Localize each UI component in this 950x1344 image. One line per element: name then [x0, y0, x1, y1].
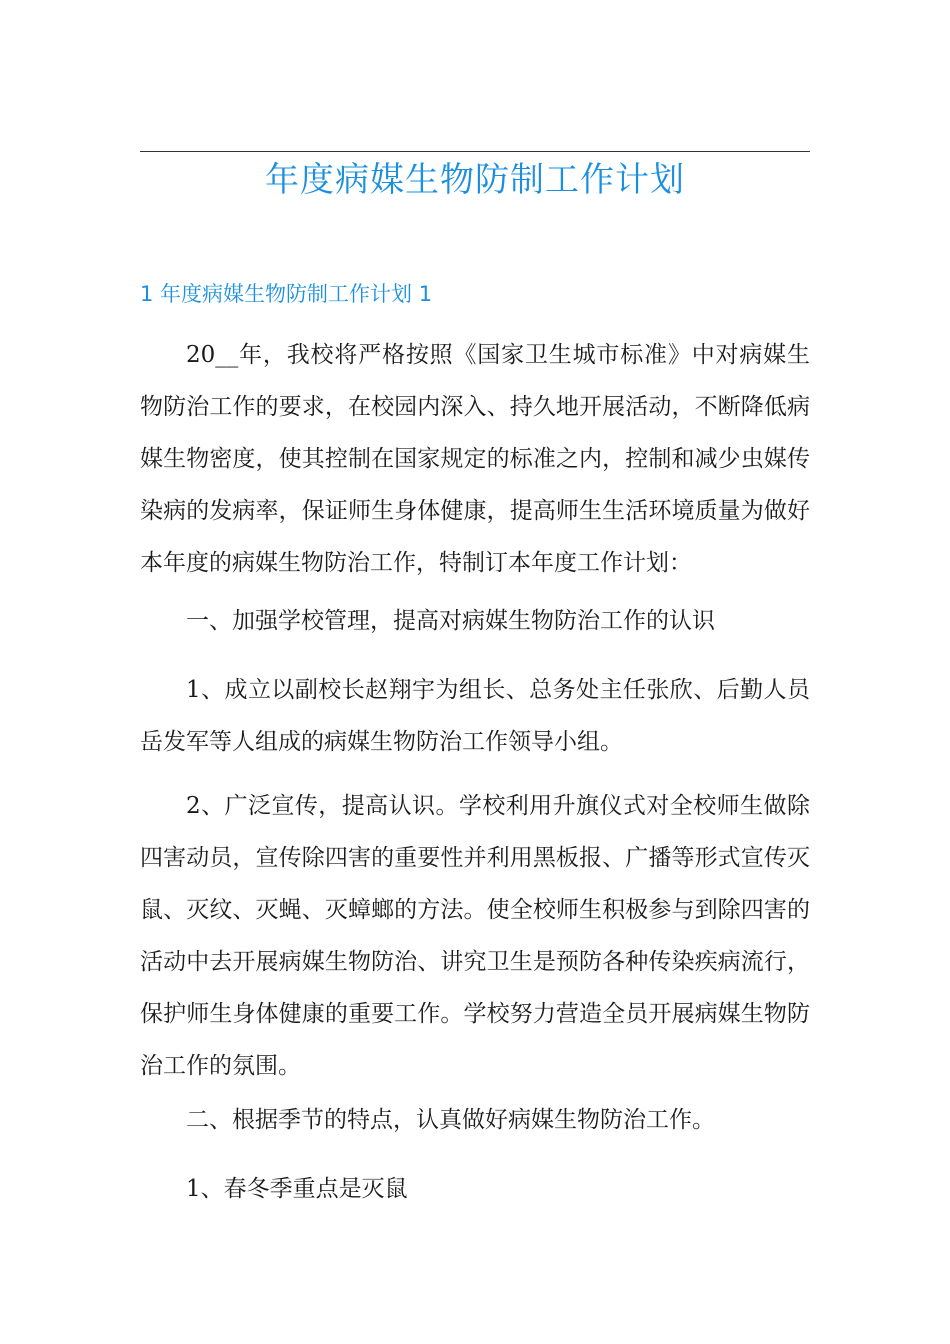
paragraph-part-one-heading: 一、加强学校管理，提高对病媒生物防治工作的认识: [186, 608, 715, 634]
document-title: 年度病媒生物防制工作计划: [265, 160, 685, 200]
paragraph-item-2: 2、广泛宣传，提高认识。学校利用升旗仪式对全校师生做除四害动员，宣传除四害的重要性并利用黑板报、广播等形式宣传灭鼠、灭纹、灭蝇、灭蟑螂的方法。使全校师生积极参与到除四害的活动中去开展病媒生物防治、讲究卫生是预防各种传染疾病流行，保护师生身体健康的重要工作。学校努力营造全员开展病媒生物防治工作的氛围。: [140, 793, 810, 1079]
paragraph-spring-winter-item: 1、春冬季重点是灭鼠: [186, 1176, 408, 1202]
paragraph-intro: 20__年，我校将严格按照《国家卫生城市标准》中对病媒生物防治工作的要求，在校园内深入、持久地开展活动，不断降低病媒生物密度，使其控制在国家规定的标准之内，控制和减少虫媒传染病的发病率，保证师生身体健康，提高师生生活环境质量为做好本年度的病媒生物防治工作，特制订本年度工作计划：: [140, 342, 810, 576]
section-heading: 1 年度病媒生物防制工作计划 1: [140, 282, 433, 306]
paragraph-part-two-heading: 二、根据季节的特点，认真做好病媒生物防治工作。: [186, 1107, 715, 1133]
paragraph-item-1: 1、成立以副校长赵翔宇为组长、总务处主任张欣、后勤人员岳发军等人组成的病媒生物防治工作领导小组。: [140, 677, 810, 755]
